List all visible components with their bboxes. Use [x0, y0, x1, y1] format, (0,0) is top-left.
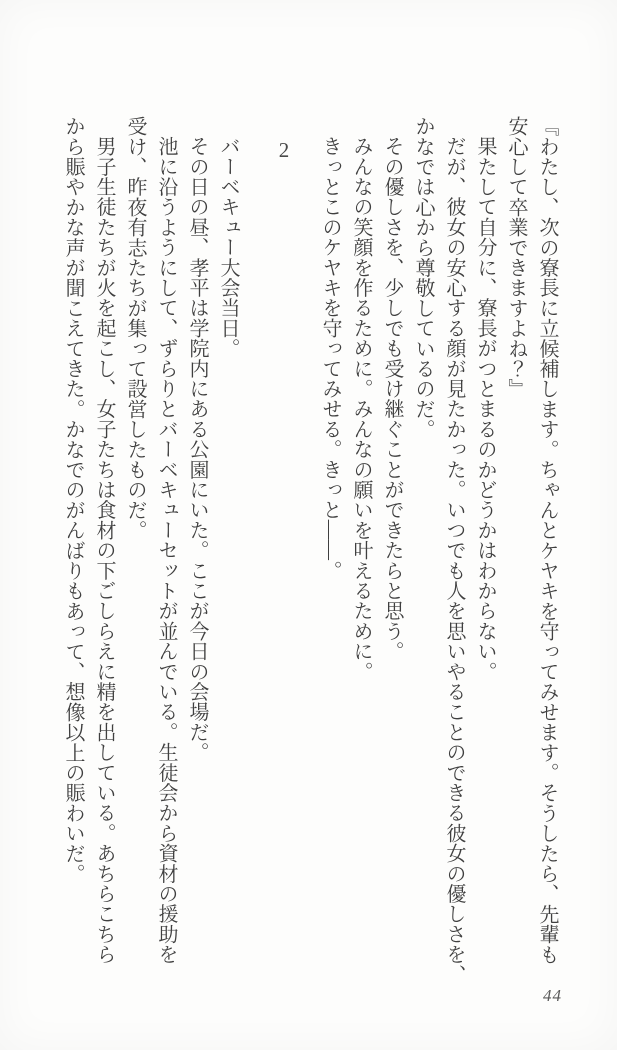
text-section-right: [314, 116, 562, 985]
text-line: きっとこのケヤキを守ってみせる。きっと――。: [319, 136, 341, 581]
text-line: から賑やかな声が聞こえてきた。かなでのがんばりもあって、想像以上の賑わいだ。: [62, 116, 84, 884]
text-line: だが、彼女の安心する顔が見たかった。いつでも人を思いやることのできる彼女の優しさを、: [443, 136, 465, 985]
text-section-left: [57, 116, 243, 972]
text-line: その優しさを、少しでも受け継ぐことができたらと思う。: [381, 136, 403, 662]
text-line: 男子生徒たちが火を起こし、女子たちは食材の下ごしらえに精を出している。あちらこちら: [93, 136, 115, 965]
text-line: 池に沿うようにして、ずらりとバーベキューセットが並んでいる。生徒会から資材の援助を: [155, 136, 177, 965]
text-line: 『わたし、次の寮長に立候補します。ちゃんとケヤキを守ってみせます。そうしたら、先輩も: [536, 116, 558, 965]
text-line: その日の昼、孝平は学院内にある公園にいた。ここが今日の会場だ。: [186, 136, 208, 763]
text-line: 受け、昨夜有志たちが集って設営したものだ。: [124, 116, 146, 541]
text-line: みんなの笑顔を作るために。みんなの願いを叶えるために。: [350, 136, 372, 682]
text-line: 安心して卒業できますよね？』: [505, 116, 527, 399]
chapter-number: 2: [272, 138, 296, 163]
text-line: 果たして自分に、寮長がつとまるのかどうかはわからない。: [474, 136, 496, 682]
text-line: バーベキュー大会当日。: [217, 136, 239, 359]
text-block: [57, 116, 562, 985]
text-line: かなでは心から尊敬しているのだ。: [412, 116, 434, 440]
page-number: 44: [543, 986, 562, 1005]
